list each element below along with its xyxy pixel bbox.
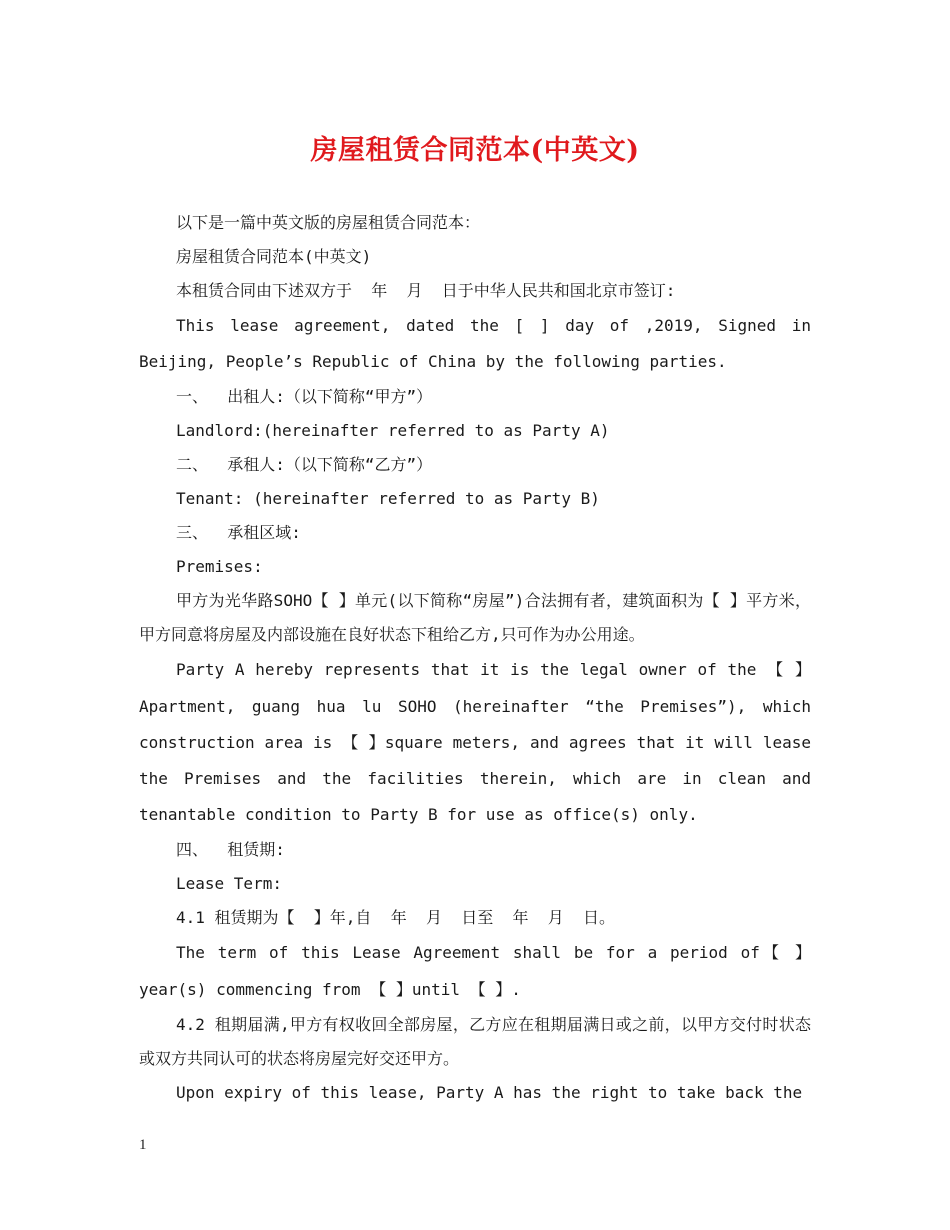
paragraph: Landlord:(hereinafter referred to as Party A): [176, 421, 610, 441]
paragraph: Tenant: (hereinafter referred to as Party B): [176, 489, 600, 509]
paragraph: Upon expiry of this lease, Party A has the right to take back the: [176, 1082, 803, 1102]
paragraph: Lease Term:: [176, 874, 282, 894]
section-heading: 四、 租赁期:: [176, 840, 285, 860]
paragraph: 房屋租赁合同范本(中英文): [176, 247, 372, 266]
paragraph: Premises:: [176, 557, 263, 577]
section-heading: 一、 出租人:（以下简称“甲方”）: [176, 387, 433, 407]
paragraph: This lease agreement, dated the [ ] day of ,2019, Signed in Beijing, People’s Republic of China by the following parties.: [139, 316, 811, 372]
document-title: 房屋租赁合同范本(中英文): [310, 135, 640, 166]
paragraph: 甲方为光华路SOHO【 】单元(以下简称“房屋”)合法拥有者，建筑面积为【 】平方米，甲方同意将房屋及内部设施在良好状态下租给乙方,只可作为办公用途。: [139, 591, 811, 645]
paragraph: 本租赁合同由下述双方于 年 月 日于中华人民共和国北京市签订:: [176, 281, 676, 300]
section-heading: 三、 承租区域:: [176, 523, 301, 543]
paragraph: 4.2 租期届满,甲方有权收回全部房屋，乙方应在租期届满日或之前，以甲方交付时状态或双方共同认可的状态将房屋完好交还甲方。: [139, 1014, 811, 1068]
page-number: 1: [139, 1137, 147, 1153]
document-body: [139, 206, 811, 1110]
section-heading: 二、 承租人:（以下简称“乙方”）: [176, 455, 433, 475]
paragraph: 4.1 租赁期为【 】年,自 年 月 日至 年 月 日。: [176, 908, 616, 928]
paragraph: The term of this Lease Agreement shall be for a period of【 】 year(s) commencing from 【 】until 【 】.: [139, 943, 811, 999]
paragraph: 以下是一篇中英文版的房屋租赁合同范本：: [176, 213, 481, 232]
paragraph: Party A hereby represents that it is the legal owner of the 【 】Apartment, guang hua lu SOHO (hereinafter “the Premises”), which construction area is 【 】square meters, and agrees that it will lease the Premises and the facilities therein, which are in clean and tenantable condition to Party B for use as office(s) only.: [139, 660, 811, 825]
